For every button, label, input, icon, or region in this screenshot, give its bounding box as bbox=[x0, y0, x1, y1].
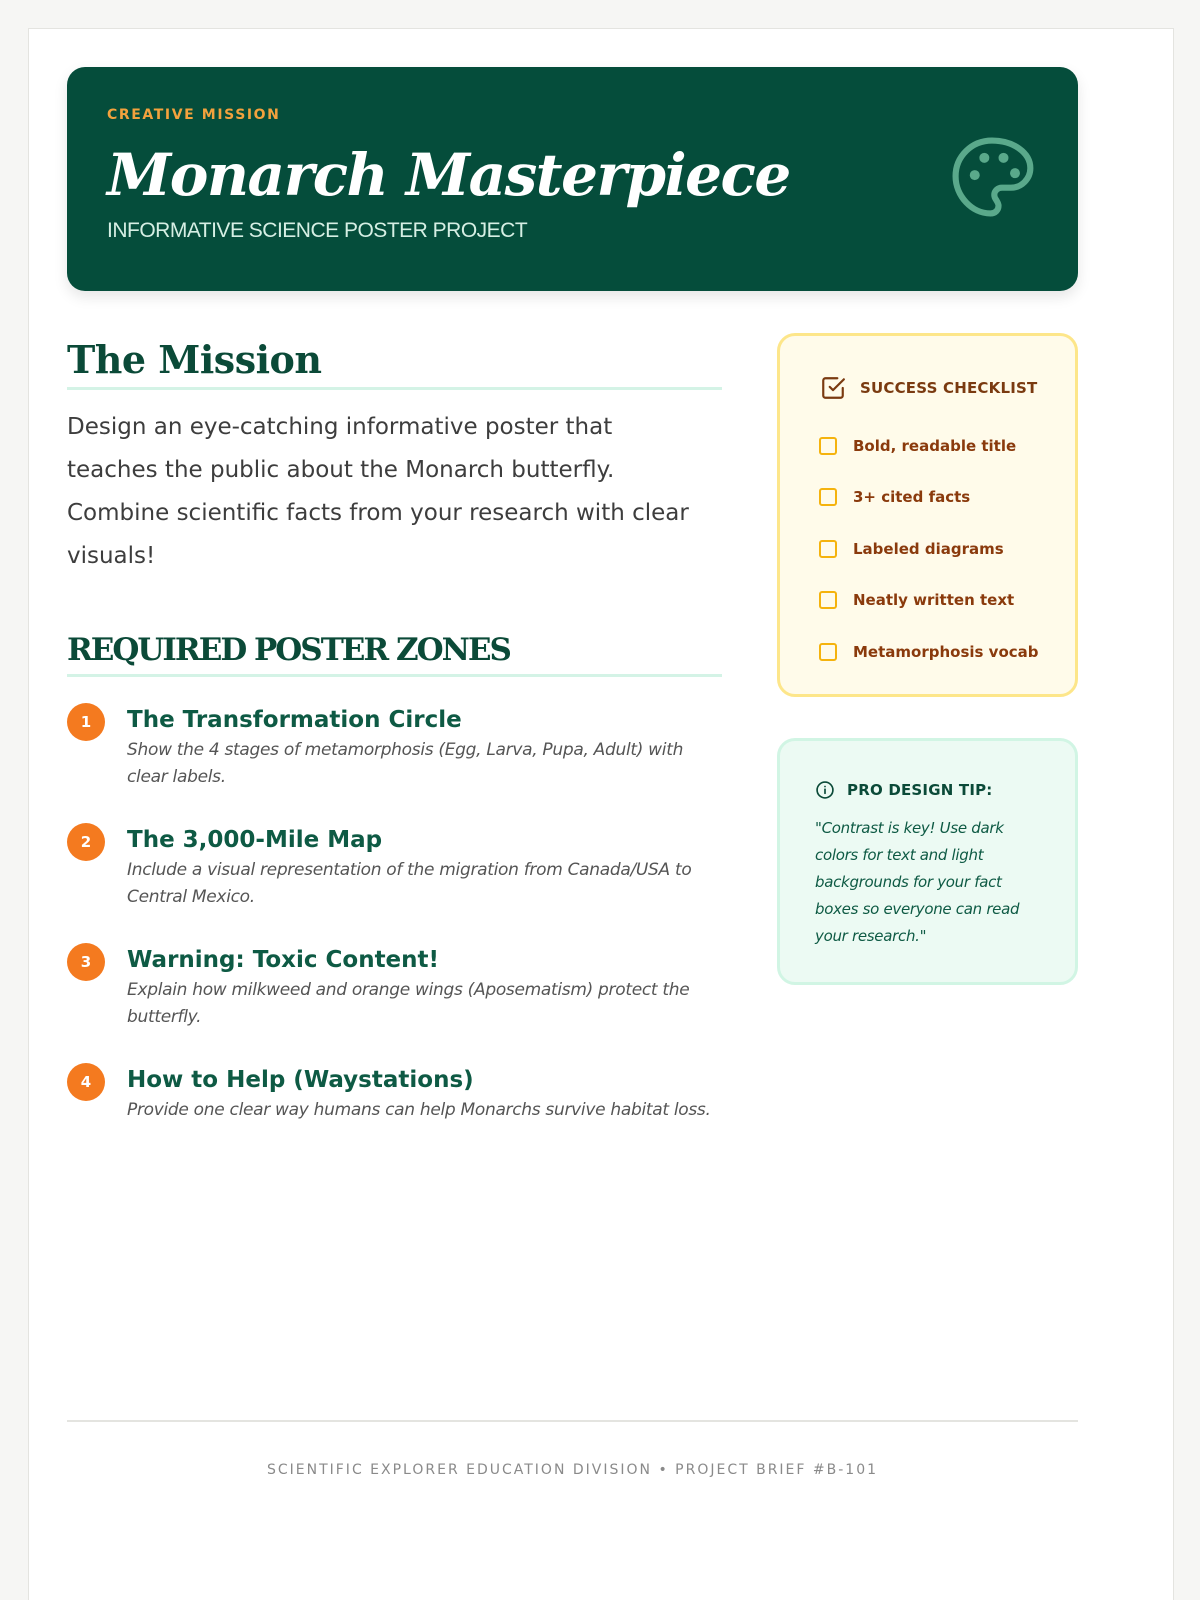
checklist-item[interactable] bbox=[820, 523, 1075, 575]
checklist-header bbox=[820, 374, 1075, 402]
zone-item bbox=[67, 943, 722, 1063]
zone-description: Explain how milkweed and orange wings (Aposematism) protect the butterfly. bbox=[127, 980, 690, 1027]
checklist-item-label: Labeled diagrams bbox=[853, 539, 1004, 558]
palette-icon bbox=[946, 131, 1038, 223]
page-subtitle: INFORMATIVE SCIENCE POSTER PROJECT bbox=[107, 219, 528, 242]
checklist-item[interactable] bbox=[820, 626, 1075, 678]
zone-title: The Transformation Circle bbox=[127, 707, 462, 733]
checklist-item-label: Bold, readable title bbox=[853, 436, 1017, 455]
zone-title: The 3,000-Mile Map bbox=[127, 827, 383, 853]
zone-number-badge: 1 bbox=[67, 703, 105, 741]
zone-title: How to Help (Waystations) bbox=[127, 1067, 474, 1093]
checkbox[interactable] bbox=[819, 437, 837, 455]
checklist-item-label: 3+ cited facts bbox=[853, 488, 971, 507]
tip-header bbox=[815, 777, 1075, 803]
mission-column bbox=[67, 335, 722, 1183]
header-banner bbox=[67, 67, 1078, 291]
eyebrow-label: CREATIVE MISSION bbox=[107, 107, 281, 123]
mission-body: Design an eye-catching informative poster that teaches the public about the Monarch butterfly. Combine scientific facts from your research with clear visuals! bbox=[67, 414, 689, 569]
checklist-heading: SUCCESS CHECKLIST bbox=[860, 379, 1038, 397]
checklist-item[interactable] bbox=[820, 420, 1075, 472]
checkbox[interactable] bbox=[819, 540, 837, 558]
zone-description: Provide one clear way humans can help Monarchs survive habitat loss. bbox=[127, 1100, 711, 1120]
checkbox[interactable] bbox=[819, 488, 837, 506]
zone-item bbox=[67, 703, 722, 823]
page-title: Monarch Masterpiece bbox=[107, 141, 790, 209]
checklist-items bbox=[820, 420, 1075, 678]
zone-number-badge: 4 bbox=[67, 1063, 105, 1101]
tip-heading: PRO DESIGN TIP: bbox=[847, 781, 993, 799]
checklist-item[interactable] bbox=[820, 472, 1075, 524]
footer-text: SCIENTIFIC EXPLORER EDUCATION DIVISION • PROJECT BRIEF #B-101 bbox=[266, 1462, 879, 1478]
zone-number-badge: 3 bbox=[67, 943, 105, 981]
divider bbox=[67, 674, 722, 677]
checkbox[interactable] bbox=[819, 591, 837, 609]
pro-design-tip bbox=[777, 738, 1078, 985]
checkbox[interactable] bbox=[819, 643, 837, 661]
zone-item bbox=[67, 823, 722, 943]
zone-item bbox=[67, 1063, 722, 1183]
mission-heading: The Mission bbox=[67, 337, 322, 382]
zones-heading: REQUIRED POSTER ZONES bbox=[67, 632, 510, 668]
footer-divider bbox=[67, 1420, 1078, 1422]
zone-title: Warning: Toxic Content! bbox=[127, 947, 440, 973]
info-icon bbox=[815, 780, 835, 800]
divider bbox=[67, 387, 722, 390]
checklist-item[interactable] bbox=[820, 575, 1075, 627]
zones-list bbox=[67, 703, 722, 1183]
zone-description: Show the 4 stages of metamorphosis (Egg, Larva, Pupa, Adult) with clear labels. bbox=[127, 740, 684, 787]
zone-number-badge: 2 bbox=[67, 823, 105, 861]
checked-box-icon bbox=[820, 375, 846, 401]
tip-body: "Contrast is key! Use dark colors for text and light backgrounds for your fact boxes so everyone can read your research." bbox=[815, 819, 1020, 945]
zone-description: Include a visual representation of the migration from Canada/USA to Central Mexico. bbox=[127, 860, 692, 907]
success-checklist bbox=[777, 333, 1078, 697]
checklist-item-label: Metamorphosis vocab bbox=[853, 642, 1039, 661]
checklist-item-label: Neatly written text bbox=[853, 591, 1015, 610]
